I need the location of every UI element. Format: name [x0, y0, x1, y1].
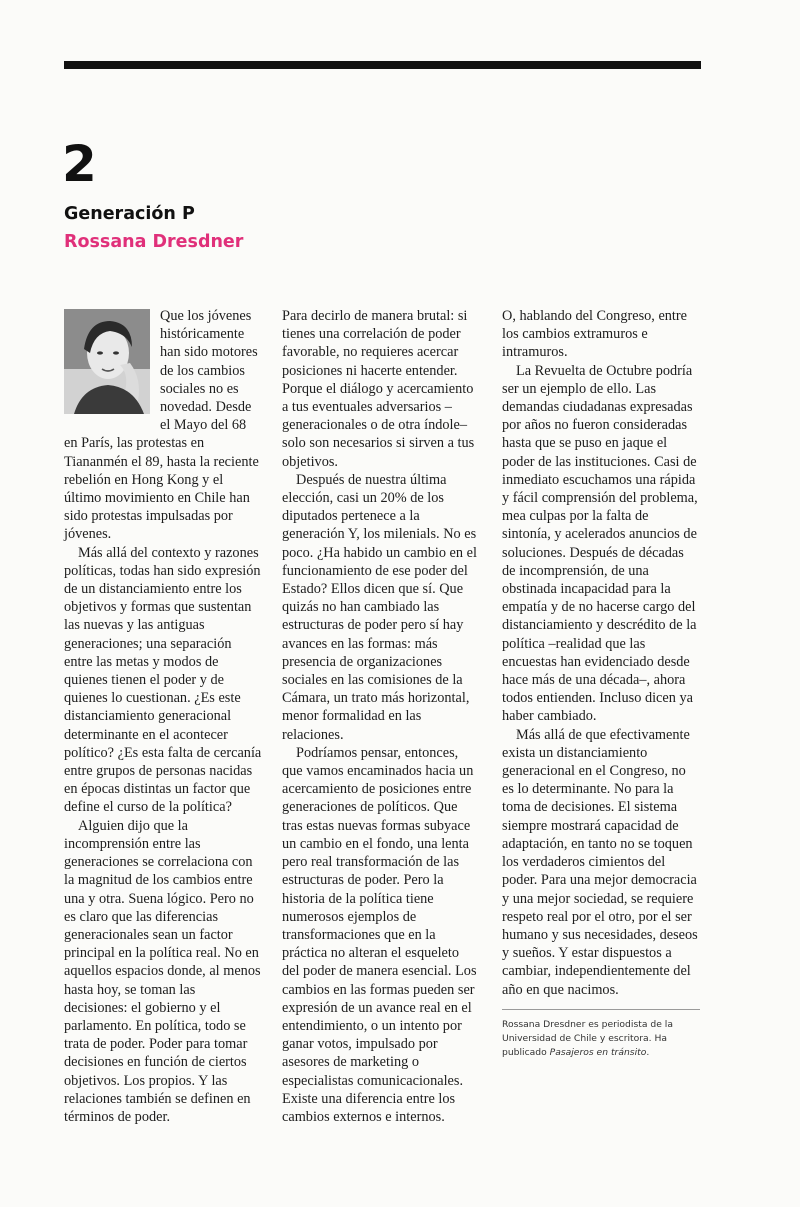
top-rule	[64, 61, 701, 69]
author-bio-text: Rossana Dresdner es periodista de la Universidad de Chile y escritora. Ha publicado	[502, 1018, 673, 1058]
paragraph: Más allá del contexto y razones políticas, todas han sido expresión de un distanciamiento entre los objetivos y formas que sustentan las nuevas y las antiguas generaciones; una separación entre las metas y modos de quienes tienen el poder y de quienes lo cuestionan. ¿Es este distanciamiento generacional determinante en el acontecer político? ¿Es esta falta de cercanía entre grupos de personas nacidas en épocas distintas un factor que define el curso de la política?	[64, 544, 262, 816]
paragraph: Que los jóvenes históricamente han sido motores de los cambios sociales no es novedad. Desde el Mayo del 68 en París, las protestas en Tiananmén el 89, hasta la reciente rebelión en Hong Kong y el último movimiento en Chile han sido protestas impulsadas por jóvenes.	[64, 308, 259, 543]
article-column-2	[282, 307, 480, 1126]
paragraph: Después de nuestra última elección, casi un 20% de los diputados pertenece a la generación Y, los milenials. No es poco. ¿Ha habido un cambio en el funcionamiento de ese poder del Estado? Ellos dicen que sí. Que quizás no han cambiado las estructuras de poder pero sí hay avances en las formas: más presencia de organizaciones sociales en las comisiones de la Cámara, un trato más horizontal, menor formalidad en las relaciones.	[282, 471, 477, 743]
paragraph: Para decirlo de manera brutal: si tienes una correlación de poder favorable, no requieres acercar posiciones ni hacerte entender. Porque el diálogo y acercamiento a tus eventuales adversarios –generacionales o de otra índole– solo son necesarios si sirven a tus objetivos.	[282, 308, 475, 470]
paragraph: La Revuelta de Octubre podría ser un ejemplo de ello. Las demandas ciudadanas expresadas por años no fueron consideradas hasta que se puso en jaque el poder de las instituciones. Casi de inmediato escuchamos una rápida y fácil comprensión del problema, mea culpas por la falta de sintonía, y acelerados anuncios de soluciones. Después de décadas de incomprensión, de una obstinada incapacidad para la empatía y de no hacerse cargo del distanciamiento y descrédito de la política –realidad que las encuestas han evidenciado desde hace más de una década–, ahora todos entienden. Incluso dicen ya haber cambiado.	[502, 362, 698, 725]
paragraph: Más allá de que efectivamente exista un distanciamiento generacional en el Congreso, no es lo determinante. No para la toma de decisiones. El sistema siempre mostrará capacidad de adaptación, en tanto no se toquen los verdaderos cimientos del poder. Para una mejor democracia y una mejor sociedad, se requiere respeto real por el otro, por el ser humano y sus necesidades, deseos y sueños. Y estar dispuestos a cambiar, independientemente del año en que nacimos.	[502, 726, 698, 998]
paragraph: Alguien dijo que la incomprensión entre las generaciones se correlaciona con la magnitud de los cambios entre una y otra. Suena lógico. Pero no es claro que las diferencias generacionales sean un factor principal en la política real. No en aquellos espacios donde, al menos hasta hoy, se toman las decisiones: el gobierno y el parlamento. En política, todo se trata de poder. Poder para tomar decisiones en función de ciertos objetivos. Los propios. Y las relaciones también se definen en términos de poder.	[64, 817, 261, 1125]
chapter-title: Generación P	[64, 204, 195, 224]
author-bio-end: .	[646, 1046, 650, 1058]
bio-divider	[502, 1009, 700, 1010]
author-portrait-icon	[64, 309, 150, 414]
author-book-title: Pasajeros en tránsito	[549, 1046, 647, 1058]
author-bio	[502, 1018, 700, 1060]
article-column-3	[502, 307, 700, 1060]
chapter-number: 2	[62, 135, 97, 193]
article-column-1	[64, 307, 262, 1126]
paragraph: Podríamos pensar, entonces, que vamos encaminados hacia un acercamiento de posiciones entre generaciones de políticos. Que tras estas nuevas formas subyace un cambio en el fondo, una lenta pero real transformación de las estructuras de poder. Pero la historia de la política tiene numerosos ejemplos de transformaciones que en la práctica no alteran el esqueleto del poder de manera esencial. Los cambios en las formas pueden ser expresión de un avance real en el entendimiento, o un intento por ganar votos, impulsado por asesores de marketing o especialistas comunicacionales. Existe una diferencia entre los cambios externos e internos.	[282, 744, 477, 1125]
paragraph: O, hablando del Congreso, entre los cambios extramuros e intramuros.	[502, 308, 688, 361]
author-name: Rossana Dresdner	[64, 232, 244, 252]
